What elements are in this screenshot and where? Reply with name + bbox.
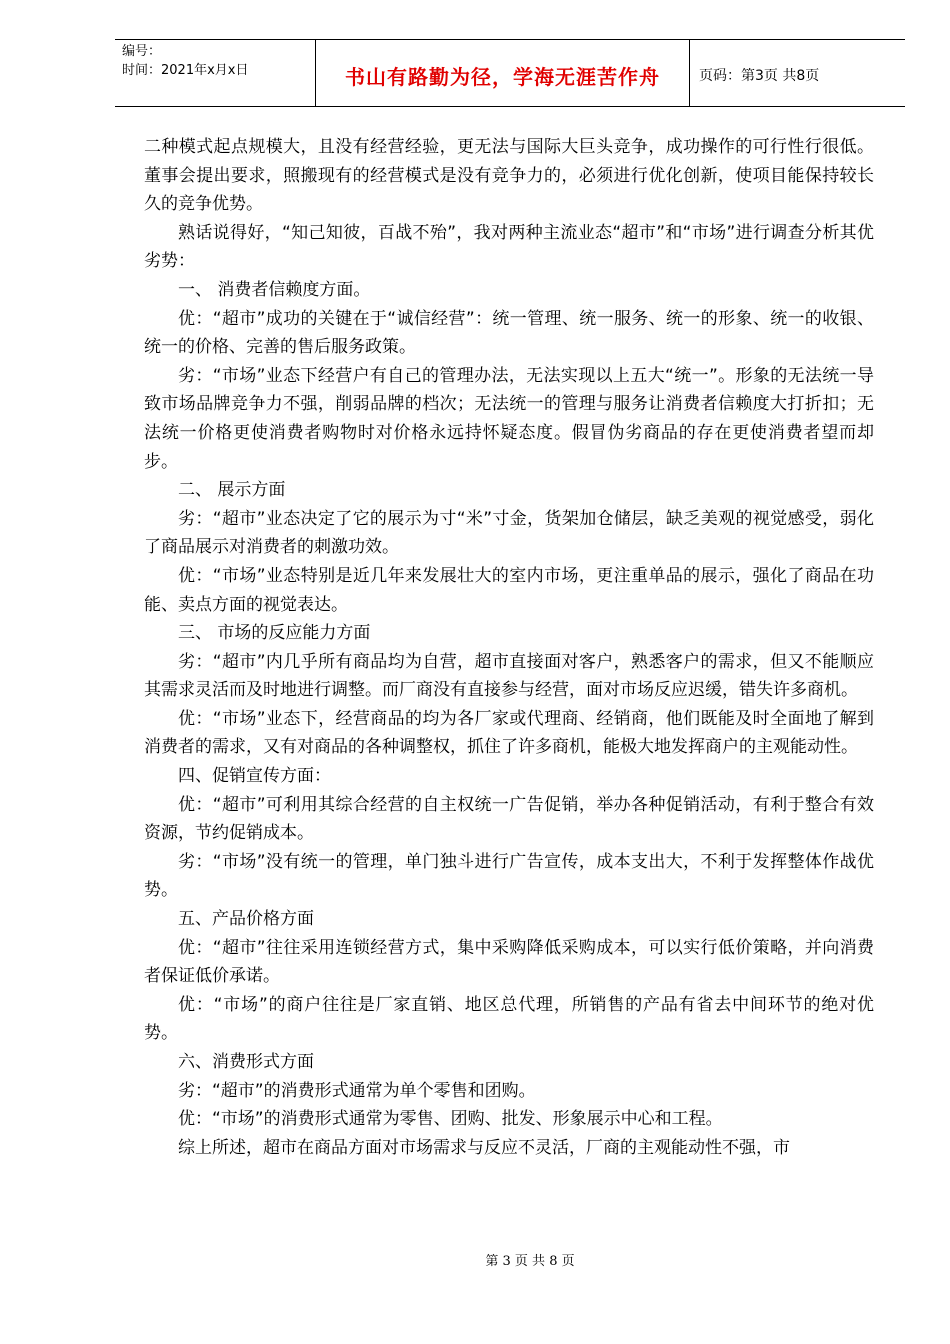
body-paragraph: 劣：“超市”内几乎所有商品均为自营，超市直接面对客户，熟悉客户的需求，但又不能顺应其需求灵活而及时地进行调整。而厂商没有直接参与经营，面对市场反应迟缓，错失许多商机。 — [144, 651, 874, 701]
body-paragraph: 二、 展示方面 — [178, 480, 286, 501]
header-meta — [115, 40, 316, 106]
body-paragraph: 综上所述，超市在商品方面对市场需求与反应不灵活，厂商的主观能动性不强，市 — [178, 1137, 790, 1158]
body-paragraph: 劣：“市场”业态下经营户有自己的管理办法，无法实现以上五大“统一”。形象的无法统一导致市场品牌竞争力不强，削弱品牌的档次；无法统一的管理与服务让消费者信赖度大打折扣；无法统一价格更使消费者购物时对价格永远持怀疑态度。假冒伪劣商品的存在更使消费者望而却步。 — [144, 365, 874, 472]
body-paragraph: 三、 市场的反应能力方面 — [178, 623, 371, 644]
body-paragraph: 优：“超市”往往采用连锁经营方式，集中采购降低采购成本，可以实行低价策略，并向消费者保证低价承诺。 — [144, 937, 874, 987]
page-header — [115, 39, 905, 107]
body-paragraph: 优：“超市”可利用其综合经营的自主权统一广告促销，举办各种促销活动，有利于整合有效资源，节约促销成本。 — [144, 794, 874, 844]
header-page-info: 页码：第3页 共8页 — [699, 67, 820, 84]
body-paragraph: 二种模式起点规模大，且没有经营经验，更无法与国际大巨头竞争，成功操作的可行性行很低。董事会提出要求，照搬现有的经营模式是没有竞争力的，必须进行优化创新，使项目能保持较长久的竞争优势。 — [144, 137, 874, 215]
body-paragraph: 优：“超市”成功的关键在于“诚信经营”：统一管理、统一服务、统一的形象、统一的收银、统一的价格、完善的售后服务政策。 — [144, 308, 874, 358]
body-paragraph: 劣：“超市”的消费形式通常为单个零售和团购。 — [178, 1080, 536, 1101]
body-paragraph: 优：“市场”的商户往往是厂家直销、地区总代理，所销售的产品有省去中间环节的绝对优势。 — [144, 994, 874, 1044]
body-paragraph: 六、消费形式方面 — [178, 1052, 314, 1072]
header-motto: 书山有路勤为径，学海无涯苦作舟 — [345, 64, 660, 89]
serial-number-label: 编号： — [122, 44, 162, 59]
body-paragraph: 五、产品价格方面 — [178, 909, 314, 930]
body-paragraph: 优：“市场”业态特别是近几年来发展壮大的室内市场，更注重单品的展示，强化了商品在功能、卖点方面的视觉表达。 — [144, 565, 874, 615]
body-paragraph: 劣：“市场”没有统一的管理，单门独斗进行广告宣传，成本支出大，不利于发挥整体作战优势。 — [144, 851, 874, 901]
header-motto-cell — [316, 40, 690, 106]
body-paragraph: 劣：“超市”业态决定了它的展示为寸“米”寸金，货架加仓储层，缺乏美观的视觉感受，弱化了商品展示对消费者的刺激功效。 — [144, 508, 874, 558]
body-paragraph: 优：“市场”业态下，经营商品的均为各厂家或代理商、经销商，他们既能及时全面地了解到消费者的需求，又有对商品的各种调整权，抓住了许多商机，能极大地发挥商户的主观能动性。 — [144, 708, 874, 758]
body-paragraph: 四、促销宣传方面： — [178, 766, 331, 787]
time-label: 时间：2021年x月x日 — [122, 63, 249, 78]
body-paragraph: 熟话说得好，“知己知彼，百战不殆”，我对两种主流业态“超市”和“市场”进行调查分析其优劣势： — [144, 222, 874, 272]
body-paragraph: 一、 消费者信赖度方面。 — [178, 279, 371, 300]
header-page-info-cell — [690, 40, 905, 106]
page-footer — [0, 1250, 950, 1269]
body-paragraph: 优：“市场”的消费形式通常为零售、团购、批发、形象展示中心和工程。 — [178, 1109, 723, 1130]
footer-page-number: 第 3 页 共 8 页 — [485, 1254, 575, 1269]
document-body — [144, 133, 874, 1162]
